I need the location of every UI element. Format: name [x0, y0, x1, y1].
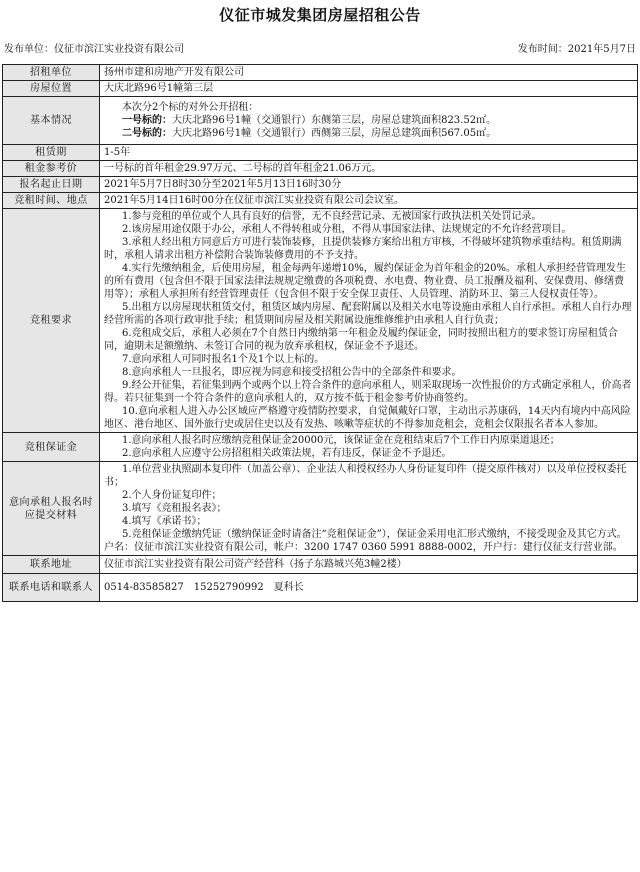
table-row: [3, 433, 638, 462]
requirement-item-4: 4.实行先缴纳租金，后使用房屋，租金每两年递增10%，履约保证金为首年租金的20%。承租人承担经营管理发生的所有费用（包含但不限于国家法律法规规定缴费的各项税费、水电费、物业费、员工报酬及福利、安保费用、修缮费用等）；承租人承担所有经营管理责任（包含但不限于安全保卫责任、人员管理、消防环卫、第三人侵权责任等）。: [104, 263, 626, 300]
table-row: [3, 161, 638, 177]
table-row: [3, 209, 638, 433]
materials-label: [3, 462, 100, 556]
deposit-value: [100, 433, 638, 462]
requirements-value: [100, 209, 638, 433]
materials-value: [100, 462, 638, 556]
requirements-label: 竞租要求: [3, 209, 100, 433]
publish-time-text: 发布时间：2021年5月7日: [517, 44, 636, 55]
signup-label: 报名起止日期: [3, 177, 100, 193]
term-label: 租赁期: [3, 145, 100, 161]
table-row: [3, 556, 638, 574]
lot-2-text: 大庆北路96号1幢（交通银行）西侧第三层，房屋总建筑面积567.05㎡。: [172, 128, 497, 139]
term-value: 1-5年: [100, 145, 638, 161]
publish-info: [4, 40, 636, 55]
table-row: [3, 193, 638, 209]
contact-label: 联系电话和联系人: [3, 574, 100, 602]
material-item-3: 3.填写《竞租报名表》；: [122, 503, 227, 514]
material-item-5: 5.竞租保证金缴纳凭证（缴纳保证金时请备注“竞租保证金”），保证金采用电汇形式缴纳，不接受现金及其它方式。户名：仪征市滨江实业投资有限公司，帐户：3200 1747 0360 5991 8888-0002，开户行：建行仪征支行营业部。: [104, 529, 627, 553]
bidding-value: 2021年5月14日16时00分在仪征市滨江实业投资有限公司会议室。: [100, 193, 638, 209]
table-row: [3, 97, 638, 145]
requirement-item-5: 5.出租方以房屋现状租赁交付，租赁区域内房屋、配套附属以及相关水电等设施由承租人自行承担。承租人自行办理经营所需的各项行政审批手续；租赁期间房屋及相关附属设施维修维护由承租人自行负责；: [104, 302, 632, 326]
table-row: [3, 81, 638, 97]
material-item-4: 4.填写《承诺书》；: [122, 516, 207, 527]
address-value: 仪征市滨江实业投资有限公司资产经营科（扬子东路城兴苑3幢2楼）: [100, 556, 638, 574]
lot-1-head: 一号标的：: [122, 115, 172, 126]
table-row: [3, 65, 638, 81]
table-row: [3, 462, 638, 556]
bidding-label: 竞租时间、地点: [3, 193, 100, 209]
requirement-item-3: 3.承租人经出租方同意后方可进行装饰装修，且提供装修方案给出租方审核，不得破坏建筑物承重结构。租赁期满时，承租人请求出租方补偿附合装饰装修费用的不予支持。: [104, 237, 622, 261]
price-label: 租金参考价: [3, 161, 100, 177]
requirement-item-2: 2.该房屋用途仅限于办公，承租人不得转租或分租，不得从事国家法律、法规规定的不允许经营项目。: [122, 224, 572, 235]
material-item-1: 1.单位营业执照副本复印件（加盖公章）、企业法人和授权经办人身份证复印件（提交原件核对）以及单位授权委托书；: [104, 464, 627, 488]
lot-2: [104, 127, 633, 140]
table-row: [3, 574, 638, 602]
address-label: 联系地址: [3, 556, 100, 574]
deposit-label: 竞租保证金: [3, 433, 100, 462]
page-title: 仪征市城发集团房屋招租公告: [219, 6, 421, 24]
lot-2-head: 二号标的：: [122, 128, 172, 139]
publisher-text: 发布单位：仪征市滨江实业投资有限公司: [4, 44, 184, 55]
materials-label-line-1: 意向承租人报名时: [9, 496, 93, 508]
deposit-item-1: 1.意向承租人报名时应缴纳竞租保证金20000元，该保证金在竞租结束后7个工作日内原渠道退还；: [122, 435, 560, 446]
announcement-table: [2, 64, 638, 602]
requirement-item-1: 1.参与竞租的单位或个人具有良好的信誉，无不良经营记录、无被国家行政执法机关处罚记录。: [122, 211, 542, 222]
requirement-item-9: 9.经公开征集，若征集到两个或两个以上符合条件的意向承租人，则采取现场一次性报价的方式确定承租人，价高者得。若只征集到一个符合条件的意向承租人的，双方按不低于租金参考价协商签约。: [104, 380, 632, 404]
location-label: 房屋位置: [3, 81, 100, 97]
deposit-item-2: 2.意向承租人应遵守公房招租相关政策法规，若有违反，保证金不予退还。: [122, 448, 452, 459]
table-row: [3, 145, 638, 161]
lot-1: [104, 114, 633, 127]
price-value: 一号标的首年租金29.97万元、二号标的首年租金21.06万元。: [100, 161, 638, 177]
location-value: 大庆北路96号1幢第三层: [100, 81, 638, 97]
basic-label: 基本情况: [3, 97, 100, 145]
requirement-item-10: 10.意向承租人进入办公区域应严格遵守疫情防控要求，自觉佩戴好口罩，主动出示苏康码，14天内有境内中高风险地区、港台地区、国外旅行史或居住史以及有发热、咳嗽等症状的不得参加竞租会，竞租会仅限报名者本人参加。: [104, 406, 631, 430]
requirement-item-7: 7.意向承租人可同时报名1个及1个以上标的。: [122, 354, 325, 365]
materials-label-line-2: 应提交材料: [24, 509, 78, 521]
lot-1-text: 大庆北路96号1幢（交通银行）东侧第三层，房屋总建筑面积823.52㎡。: [172, 115, 497, 126]
requirement-item-6: 6.竞租成交后，承租人必须在7个自然日内缴纳第一年租金及履约保证金，同时按照出租方的要求签订房屋租赁合同，逾期未足额缴纳、未签订合同的视为放弃承租权，保证金不予退还。: [104, 328, 618, 352]
signup-value: 2021年5月7日8时30分至2021年5月13日16时30分: [100, 177, 638, 193]
basic-intro: 本次分2个标的对外公开招租：: [122, 102, 259, 113]
material-item-2: 2.个人身份证复印件；: [122, 490, 222, 501]
contact-value: 0514-83585827 15252790992 夏科长: [100, 574, 638, 602]
tenderer-value: 扬州市建和房地产开发有限公司: [100, 65, 638, 81]
basic-value: [100, 97, 638, 145]
table-row: [3, 177, 638, 193]
requirement-item-8: 8.意向承租人一旦报名，即应视为同意和接受招租公告中的全部条件和要求。: [122, 367, 462, 378]
tenderer-label: 招租单位: [3, 65, 100, 81]
